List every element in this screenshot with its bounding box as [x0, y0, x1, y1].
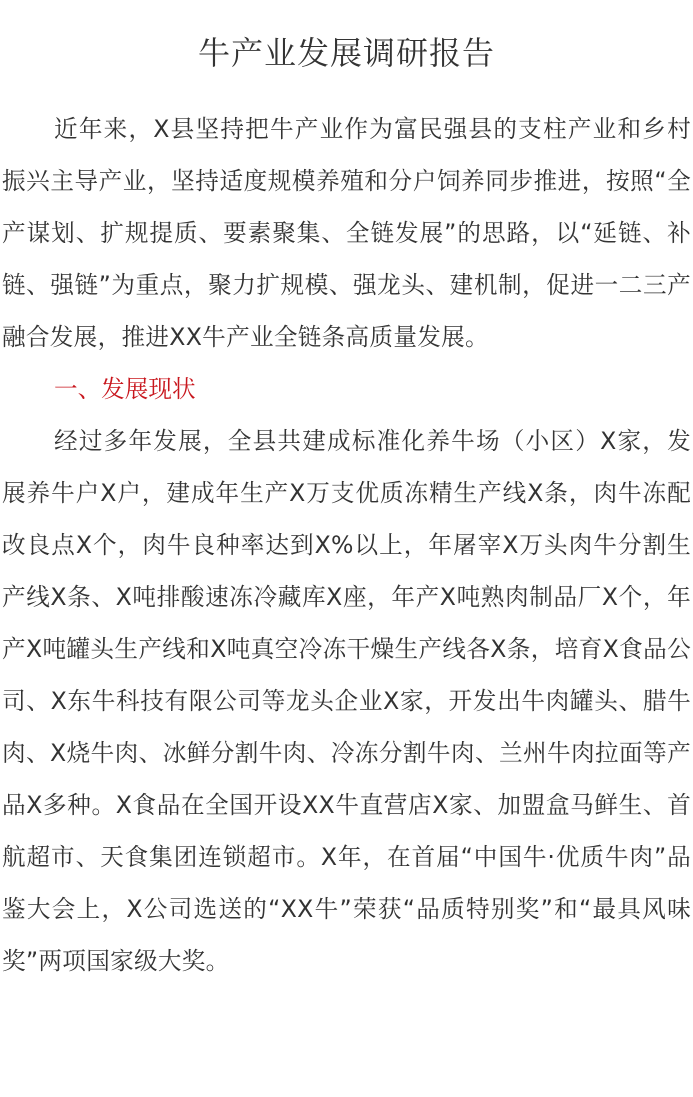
document-body: [2, 103, 691, 987]
document-title: 牛产业发展调研报告: [197, 34, 495, 72]
section-heading-current-status: 一、发展现状: [54, 375, 196, 403]
intro-paragraph: 近年来，X县坚持把牛产业作为富民强县的支柱产业和乡村振兴主导产业，坚持适度规模养殖和分户饲养同步推进，按照“全产谋划、扩规提质、要素聚集、全链发展”的思路，以“延链、补链、强链”为重点，聚力扩规模、强龙头、建机制，促进一二三产融合发展，推进XX牛产业全链条高质量发展。: [2, 115, 691, 351]
current-status-paragraph: 经过多年发展，全县共建成标准化养牛场（小区）X家，发展养牛户X户，建成年生产X万支优质冻精生产线X条，肉牛冻配改良点X个，肉牛良种率达到X%以上，年屠宰X万头肉牛分割生产线X条、X吨排酸速冻冷藏库X座，年产X吨熟肉制品厂X个，年产X吨罐头生产线和X吨真空冷冻干燥生产线各X条，培育X食品公司、X东牛科技有限公司等龙头企业X家，开发出牛肉罐头、腊牛肉、X烧牛肉、冰鲜分割牛肉、冷冻分割牛肉、兰州牛肉拉面等产品X多种。X食品在全国开设XX牛直营店X家、加盟盒马鲜生、首航超市、天食集团连锁超市。X年，在首届“中国牛·优质牛肉”品鉴大会上，X公司选送的“XX牛”荣获“品质特别奖”和“最具风味奖”两项国家级大奖。: [2, 427, 691, 975]
